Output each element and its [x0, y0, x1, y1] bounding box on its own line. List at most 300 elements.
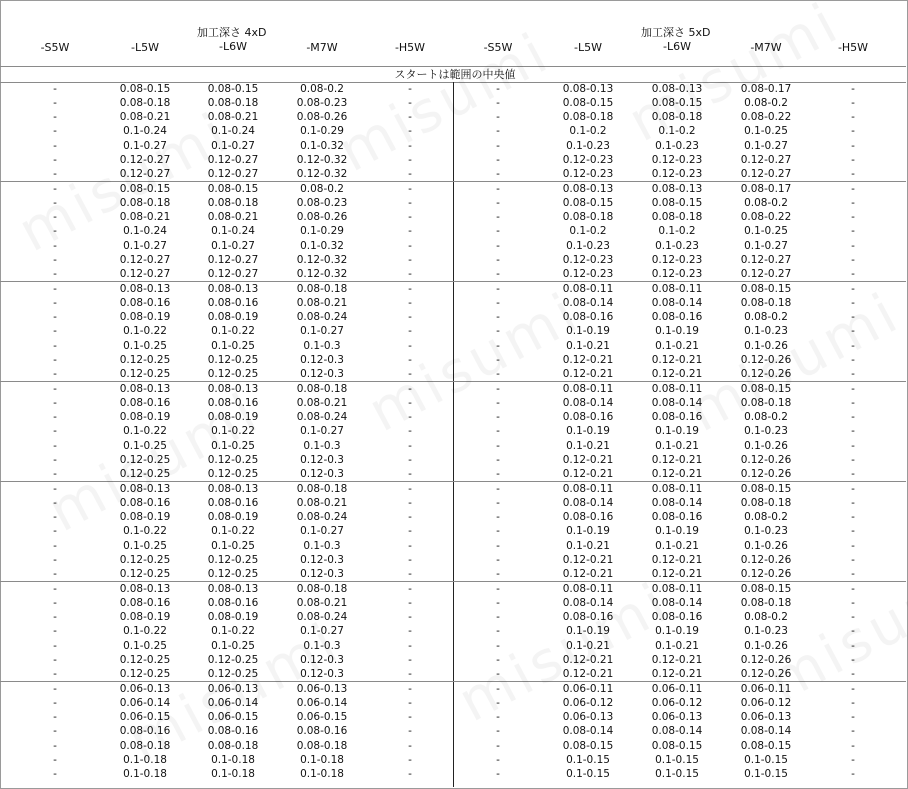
- table-cell: 0.08-0.18: [296, 583, 348, 595]
- table-cell: -: [496, 83, 500, 95]
- table-row: [0, 339, 906, 353]
- table-cell: 0.12-0.25: [207, 467, 259, 480]
- table-cell: -: [851, 83, 855, 95]
- col-header-m7w-left: -M7W: [306, 41, 338, 54]
- table-cell: 0.1-0.3: [303, 539, 341, 552]
- table-cell: -: [408, 83, 412, 95]
- table-cell: 0.1-0.18: [300, 767, 344, 780]
- row-group: [0, 282, 906, 381]
- table-cell: 0.1-0.27: [123, 239, 167, 252]
- table-row: [0, 353, 906, 367]
- col-header-l6w-right: -L6W: [663, 40, 691, 53]
- table-cell: -: [53, 167, 57, 180]
- table-cell: -: [851, 511, 855, 524]
- table-cell: 0.06-0.13: [119, 683, 171, 695]
- table-cell: 0.12-0.25: [207, 553, 259, 566]
- table-cell: -: [496, 611, 500, 624]
- table-cell: 0.08-0.14: [740, 725, 792, 738]
- table-row: [0, 196, 906, 210]
- table-cell: 0.1-0.19: [655, 625, 699, 638]
- table-cell: 0.06-0.14: [296, 697, 348, 710]
- table-cell: 0.1-0.24: [123, 225, 167, 238]
- table-cell: 0.1-0.3: [303, 639, 341, 652]
- table-cell: -: [53, 667, 57, 680]
- table-cell: 0.1-0.25: [744, 225, 788, 238]
- table-cell: -: [851, 111, 855, 124]
- table-cell: 0.08-0.19: [207, 311, 259, 324]
- table-row: [0, 382, 906, 396]
- table-cell: -: [496, 397, 500, 410]
- table-cell: 0.1-0.27: [211, 139, 255, 152]
- table-cell: -: [53, 383, 57, 395]
- table-cell: -: [53, 725, 57, 738]
- table-row: [0, 239, 906, 253]
- table-cell: -: [851, 739, 855, 752]
- table-cell: -: [408, 639, 412, 652]
- table-cell: -: [851, 283, 855, 295]
- table-cell: 0.08-0.16: [207, 497, 259, 510]
- table-cell: 0.1-0.19: [566, 425, 610, 438]
- table-cell: 0.1-0.25: [123, 339, 167, 352]
- table-cell: 0.08-0.18: [119, 739, 171, 752]
- table-cell: 0.1-0.21: [655, 639, 699, 652]
- table-cell: -: [496, 311, 500, 324]
- table-cell: 0.08-0.11: [651, 283, 703, 295]
- table-cell: -: [496, 125, 500, 138]
- table-cell: 0.12-0.27: [119, 167, 171, 180]
- table-cell: 0.12-0.21: [651, 367, 703, 380]
- table-cell: 0.1-0.15: [655, 753, 699, 766]
- table-row: [0, 667, 906, 681]
- table-cell: 0.12-0.27: [119, 153, 171, 166]
- table-cell: 0.08-0.22: [740, 111, 792, 124]
- table-cell: -: [408, 667, 412, 680]
- table-cell: 0.1-0.25: [123, 639, 167, 652]
- table-cell: 0.08-0.15: [119, 183, 171, 195]
- table-cell: 0.12-0.23: [651, 253, 703, 266]
- table-cell: 0.1-0.15: [744, 767, 788, 780]
- table-cell: 0.1-0.27: [211, 239, 255, 252]
- start-note: スタートは範囲の中央値: [394, 68, 516, 81]
- table-cell: 0.1-0.25: [744, 125, 788, 138]
- table-cell: -: [408, 767, 412, 780]
- table-cell: 0.1-0.23: [655, 139, 699, 152]
- table-cell: -: [851, 639, 855, 652]
- table-cell: 0.12-0.21: [562, 453, 614, 466]
- table-cell: -: [496, 625, 500, 638]
- table-cell: -: [851, 425, 855, 438]
- table-cell: -: [496, 225, 500, 238]
- table-cell: -: [408, 653, 412, 666]
- row-group: [0, 182, 906, 281]
- table-cell: 0.08-0.16: [651, 511, 703, 524]
- table-cell: 0.12-0.21: [651, 467, 703, 480]
- table-cell: -: [851, 583, 855, 595]
- table-cell: 0.08-0.26: [296, 211, 348, 224]
- table-cell: -: [496, 483, 500, 495]
- table-cell: 0.12-0.27: [207, 253, 259, 266]
- table-cell: -: [851, 125, 855, 138]
- col-header-l6w-left: -L6W: [219, 40, 247, 53]
- table-cell: 0.1-0.22: [211, 625, 255, 638]
- table-cell: -: [496, 167, 500, 180]
- table-cell: 0.1-0.29: [300, 125, 344, 138]
- table-cell: 0.08-0.14: [651, 597, 703, 610]
- table-cell: 0.1-0.18: [211, 767, 255, 780]
- table-cell: 0.08-0.19: [119, 511, 171, 524]
- table-cell: -: [851, 225, 855, 238]
- table-cell: -: [496, 139, 500, 152]
- table-cell: -: [851, 297, 855, 310]
- table-cell: -: [408, 553, 412, 566]
- table-cell: 0.1-0.18: [300, 753, 344, 766]
- table-cell: -: [53, 239, 57, 252]
- table-cell: 0.08-0.14: [651, 297, 703, 310]
- table-cell: 0.08-0.19: [207, 611, 259, 624]
- table-cell: 0.08-0.14: [562, 497, 614, 510]
- table-cell: -: [496, 467, 500, 480]
- table-cell: 0.08-0.19: [207, 411, 259, 424]
- table-cell: 0.12-0.25: [207, 367, 259, 380]
- table-cell: -: [53, 525, 57, 538]
- table-cell: -: [53, 739, 57, 752]
- table-cell: -: [53, 397, 57, 410]
- table-cell: -: [496, 383, 500, 395]
- table-cell: -: [53, 497, 57, 510]
- row-group: [0, 382, 906, 481]
- table-cell: -: [408, 197, 412, 210]
- table-cell: 0.06-0.14: [119, 697, 171, 710]
- table-cell: 0.1-0.18: [123, 753, 167, 766]
- table-row: [0, 296, 906, 310]
- table-cell: 0.1-0.23: [566, 239, 610, 252]
- table-cell: -: [496, 725, 500, 738]
- table-cell: 0.08-0.15: [651, 739, 703, 752]
- table-cell: -: [53, 411, 57, 424]
- table-cell: -: [851, 211, 855, 224]
- table-cell: 0.08-0.11: [562, 283, 614, 295]
- table-cell: -: [53, 611, 57, 624]
- table-cell: -: [53, 353, 57, 366]
- table-cell: 0.08-0.16: [119, 725, 171, 738]
- table-cell: 0.08-0.18: [740, 597, 792, 610]
- table-cell: 0.08-0.11: [562, 483, 614, 495]
- table-cell: 0.12-0.21: [562, 467, 614, 480]
- table-cell: -: [53, 125, 57, 138]
- table-cell: -: [851, 467, 855, 480]
- table-cell: 0.08-0.16: [207, 297, 259, 310]
- table-cell: -: [851, 667, 855, 680]
- table-cell: -: [851, 725, 855, 738]
- table-row: [0, 153, 906, 167]
- table-cell: -: [496, 297, 500, 310]
- table-cell: 0.08-0.11: [651, 483, 703, 495]
- table-cell: -: [851, 253, 855, 266]
- table-cell: 0.12-0.27: [207, 167, 259, 180]
- table-cell: -: [53, 197, 57, 210]
- table-cell: 0.12-0.27: [740, 167, 792, 180]
- table-cell: -: [496, 211, 500, 224]
- table-cell: 0.08-0.13: [119, 483, 171, 495]
- table-cell: 0.08-0.14: [651, 725, 703, 738]
- table-cell: -: [851, 97, 855, 110]
- table-cell: 0.1-0.15: [744, 753, 788, 766]
- table-cell: -: [408, 697, 412, 710]
- row-group: [0, 682, 906, 781]
- table-cell: 0.12-0.3: [300, 367, 344, 380]
- col-header-l5w-right: -L5W: [574, 41, 602, 54]
- table-cell: -: [53, 597, 57, 610]
- table-cell: 0.08-0.18: [562, 111, 614, 124]
- table-cell: -: [851, 325, 855, 338]
- table-cell: -: [408, 753, 412, 766]
- table-cell: -: [851, 397, 855, 410]
- table-row: [0, 610, 906, 624]
- table-cell: -: [408, 153, 412, 166]
- table-cell: 0.1-0.25: [123, 439, 167, 452]
- table-cell: -: [851, 167, 855, 180]
- table-cell: -: [496, 453, 500, 466]
- table-cell: -: [53, 283, 57, 295]
- table-cell: 0.1-0.21: [655, 539, 699, 552]
- table-row: [0, 510, 906, 524]
- table-cell: 0.12-0.25: [207, 453, 259, 466]
- table-row: [0, 210, 906, 224]
- table-cell: -: [53, 311, 57, 324]
- table-cell: 0.12-0.25: [119, 367, 171, 380]
- table-cell: 0.12-0.21: [562, 567, 614, 580]
- table-cell: 0.1-0.18: [123, 767, 167, 780]
- table-cell: 0.08-0.18: [296, 283, 348, 295]
- table-cell: 0.06-0.12: [562, 697, 614, 710]
- table-cell: 0.08-0.2: [744, 511, 788, 524]
- table-cell: 0.12-0.25: [207, 567, 259, 580]
- table-cell: 0.06-0.12: [740, 697, 792, 710]
- table-cell: -: [408, 625, 412, 638]
- table-cell: 0.1-0.19: [655, 425, 699, 438]
- header-divider: [0, 66, 906, 67]
- table-cell: -: [496, 439, 500, 452]
- table-cell: -: [851, 611, 855, 624]
- table-cell: 0.08-0.21: [119, 211, 171, 224]
- table-cell: 0.08-0.15: [119, 83, 171, 95]
- table-cell: 0.1-0.22: [123, 525, 167, 538]
- table-cell: -: [408, 167, 412, 180]
- table-cell: -: [496, 767, 500, 780]
- table-cell: -: [496, 667, 500, 680]
- table-cell: -: [408, 511, 412, 524]
- table-cell: 0.1-0.24: [211, 225, 255, 238]
- table-cell: -: [408, 183, 412, 195]
- table-row: [0, 82, 906, 96]
- table-cell: -: [496, 567, 500, 580]
- table-cell: -: [851, 553, 855, 566]
- table-cell: 0.12-0.25: [119, 453, 171, 466]
- table-cell: -: [53, 367, 57, 380]
- table-cell: -: [408, 567, 412, 580]
- table-cell: 0.06-0.12: [651, 697, 703, 710]
- table-cell: -: [53, 467, 57, 480]
- table-cell: 0.08-0.15: [740, 383, 792, 395]
- table-cell: -: [851, 653, 855, 666]
- table-cell: 0.1-0.15: [566, 753, 610, 766]
- table-cell: 0.1-0.32: [300, 239, 344, 252]
- table-cell: 0.08-0.18: [207, 97, 259, 110]
- table-cell: 0.1-0.23: [744, 425, 788, 438]
- table-cell: -: [53, 111, 57, 124]
- table-cell: 0.1-0.21: [566, 539, 610, 552]
- table-cell: 0.08-0.18: [207, 197, 259, 210]
- table-row: [0, 739, 906, 753]
- table-cell: -: [496, 97, 500, 110]
- table-cell: 0.08-0.15: [207, 83, 259, 95]
- table-cell: 0.08-0.15: [562, 197, 614, 210]
- table-cell: -: [53, 439, 57, 452]
- table-row: [0, 482, 906, 496]
- table-row: [0, 310, 906, 324]
- table-cell: -: [496, 111, 500, 124]
- table-cell: -: [53, 211, 57, 224]
- table-cell: 0.1-0.2: [569, 225, 607, 238]
- table-cell: 0.1-0.23: [566, 139, 610, 152]
- table-cell: -: [408, 525, 412, 538]
- table-cell: 0.06-0.14: [207, 697, 259, 710]
- table-cell: -: [53, 425, 57, 438]
- table-cell: 0.08-0.18: [296, 383, 348, 395]
- col-header-m7w-right: -M7W: [750, 41, 782, 54]
- table-cell: 0.1-0.22: [211, 525, 255, 538]
- table-cell: 0.12-0.3: [300, 567, 344, 580]
- group-header-4xd: 加工深さ 4xD: [197, 26, 267, 39]
- table-cell: 0.08-0.24: [296, 511, 348, 524]
- table-cell: -: [496, 283, 500, 295]
- col-header-h5w-left: -H5W: [394, 41, 426, 54]
- table-cell: 0.1-0.27: [744, 139, 788, 152]
- table-cell: -: [851, 153, 855, 166]
- table-cell: 0.06-0.15: [207, 711, 259, 724]
- table-cell: -: [851, 197, 855, 210]
- table-cell: 0.08-0.13: [562, 183, 614, 195]
- table-cell: -: [851, 139, 855, 152]
- table-cell: 0.1-0.18: [211, 753, 255, 766]
- table-cell: -: [408, 239, 412, 252]
- table-cell: 0.08-0.2: [300, 83, 344, 95]
- table-cell: -: [53, 325, 57, 338]
- table-cell: -: [851, 411, 855, 424]
- table-row: [0, 753, 906, 767]
- table-cell: -: [53, 225, 57, 238]
- table-cell: 0.08-0.2: [744, 611, 788, 624]
- table-cell: 0.06-0.13: [562, 711, 614, 724]
- table-cell: -: [408, 583, 412, 595]
- table-cell: 0.1-0.19: [566, 525, 610, 538]
- table-cell: -: [408, 739, 412, 752]
- table-cell: -: [496, 267, 500, 280]
- table-cell: -: [408, 683, 412, 695]
- table-cell: 0.1-0.25: [211, 539, 255, 552]
- table-row: [0, 367, 906, 381]
- table-cell: -: [496, 339, 500, 352]
- table-row: [0, 396, 906, 410]
- table-row: [0, 582, 906, 596]
- table-cell: -: [53, 153, 57, 166]
- table-cell: 0.12-0.3: [300, 467, 344, 480]
- table-row: [0, 110, 906, 124]
- table-cell: 0.12-0.25: [207, 353, 259, 366]
- table-cell: 0.1-0.19: [566, 625, 610, 638]
- table-cell: 0.12-0.21: [651, 453, 703, 466]
- table-cell: -: [408, 111, 412, 124]
- table-cell: 0.12-0.23: [562, 267, 614, 280]
- table-cell: 0.08-0.13: [119, 383, 171, 395]
- table-cell: 0.08-0.15: [740, 583, 792, 595]
- table-cell: 0.1-0.27: [300, 325, 344, 338]
- table-cell: 0.08-0.18: [740, 297, 792, 310]
- table-cell: 0.08-0.13: [562, 83, 614, 95]
- table-cell: 0.08-0.18: [296, 483, 348, 495]
- table-cell: 0.12-0.23: [651, 267, 703, 280]
- table-cell: -: [496, 353, 500, 366]
- table-cell: -: [53, 483, 57, 495]
- table-cell: 0.1-0.27: [300, 525, 344, 538]
- table-cell: 0.1-0.25: [123, 539, 167, 552]
- table-cell: 0.08-0.13: [207, 483, 259, 495]
- table-cell: 0.1-0.23: [744, 625, 788, 638]
- table-cell: 0.08-0.18: [740, 397, 792, 410]
- table-cell: 0.08-0.22: [740, 211, 792, 224]
- table-cell: -: [408, 397, 412, 410]
- table-cell: 0.1-0.24: [123, 125, 167, 138]
- table-cell: -: [53, 697, 57, 710]
- table-cell: 0.08-0.19: [207, 511, 259, 524]
- table-cell: -: [408, 267, 412, 280]
- table-cell: -: [53, 339, 57, 352]
- table-cell: -: [53, 139, 57, 152]
- table-cell: -: [408, 383, 412, 395]
- table-row: [0, 224, 906, 238]
- table-cell: 0.1-0.23: [744, 325, 788, 338]
- table-cell: 0.12-0.21: [651, 567, 703, 580]
- table-cell: 0.12-0.27: [740, 267, 792, 280]
- table-cell: -: [53, 567, 57, 580]
- table-cell: -: [408, 539, 412, 552]
- table-cell: -: [851, 353, 855, 366]
- table-cell: 0.1-0.21: [655, 339, 699, 352]
- table-cell: -: [408, 439, 412, 452]
- table-cell: -: [851, 267, 855, 280]
- table-cell: 0.08-0.15: [651, 197, 703, 210]
- table-cell: -: [496, 597, 500, 610]
- table-cell: 0.08-0.18: [119, 97, 171, 110]
- table-cell: 0.1-0.25: [211, 439, 255, 452]
- table-cell: 0.12-0.25: [119, 567, 171, 580]
- table-cell: 0.08-0.13: [119, 283, 171, 295]
- table-cell: -: [496, 239, 500, 252]
- table-cell: 0.12-0.25: [207, 653, 259, 666]
- table-cell: 0.1-0.15: [655, 767, 699, 780]
- table-cell: -: [851, 567, 855, 580]
- table-cell: -: [851, 625, 855, 638]
- table-cell: 0.12-0.32: [296, 253, 348, 266]
- table-cell: -: [851, 311, 855, 324]
- table-cell: 0.08-0.18: [740, 497, 792, 510]
- table-cell: -: [496, 425, 500, 438]
- table-cell: 0.12-0.32: [296, 167, 348, 180]
- table-cell: 0.06-0.15: [119, 711, 171, 724]
- table-cell: 0.1-0.27: [300, 625, 344, 638]
- table-cell: 0.06-0.15: [296, 711, 348, 724]
- table-row: [0, 767, 906, 781]
